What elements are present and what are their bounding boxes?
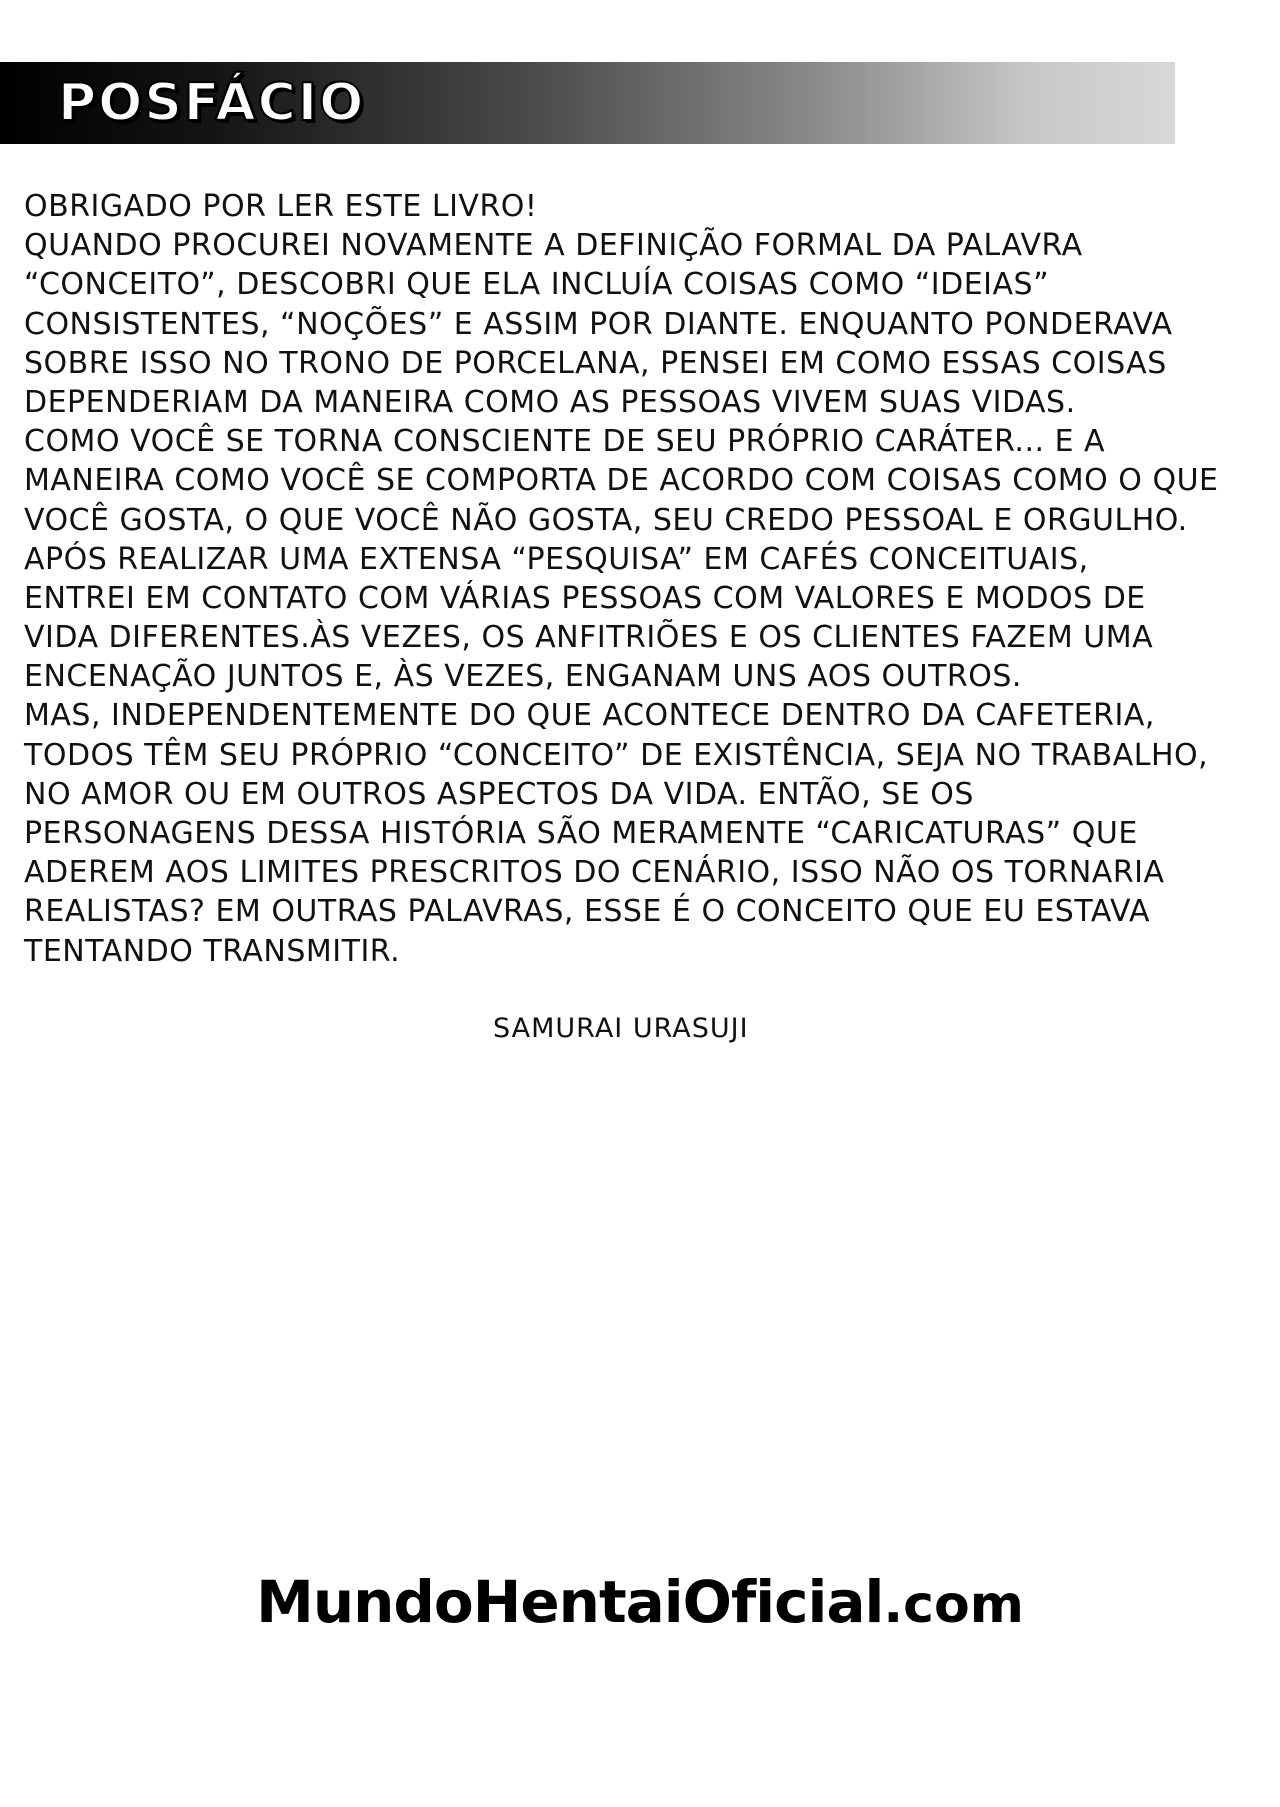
- header-banner: [0, 62, 1175, 144]
- text-line: CONSISTENTES, “NOÇÕES” E ASSIM POR DIANTE. ENQUANTO PONDERAVA: [24, 306, 1173, 342]
- text-line: DEPENDERIAM DA MANEIRA COMO AS PESSOAS VIVEM SUAS VIDAS.: [24, 384, 1076, 420]
- author-signature: SAMURAI URASUJI: [493, 1013, 749, 1044]
- text-line: ADEREM AOS LIMITES PRESCRITOS DO CENÁRIO, ISSO NÃO OS TORNARIA: [24, 855, 1165, 891]
- text-line: REALISTAS? EM OUTRAS PALAVRAS, ESSE É O CONCEITO QUE EU ESTAVA: [24, 894, 1151, 930]
- text-line: NO AMOR OU EM OUTROS ASPECTOS DA VIDA. ENTÃO, SE OS: [24, 776, 974, 812]
- text-line: SOBRE ISSO NO TRONO DE PORCELANA, PENSEI EM COMO ESSAS COISAS: [24, 345, 1167, 381]
- text-line: APÓS REALIZAR UMA EXTENSA “PESQUISA” EM CAFÉS CONCEITUAIS,: [24, 541, 1089, 577]
- text-line: VIDA DIFERENTES.ÀS VEZES, OS ANFITRIÕES E OS CLIENTES FAZEM UMA: [24, 620, 1154, 656]
- text-line: VOCÊ GOSTA, O QUE VOCÊ NÃO GOSTA, SEU CREDO PESSOAL E ORGULHO.: [24, 502, 1188, 538]
- text-line: PERSONAGENS DESSA HISTÓRIA SÃO MERAMENTE “CARICATURAS” QUE: [24, 816, 1138, 851]
- afterword-text: [24, 187, 1274, 971]
- site-watermark: [0, 1568, 1280, 1636]
- text-line: ENCENAÇÃO JUNTOS E, ÀS VEZES, ENGANAM UNS AOS OUTROS.: [24, 659, 1022, 695]
- text-line: ENTREI EM CONTATO COM VÁRIAS PESSOAS COM VALORES E MODOS DE: [24, 580, 1146, 616]
- text-line: MAS, INDEPENDENTEMENTE DO QUE ACONTECE DENTRO DA CAFETERIA,: [24, 698, 1155, 734]
- text-line: TODOS TÊM SEU PRÓPRIO “CONCEITO” DE EXISTÊNCIA, SEJA NO TRABALHO,: [24, 737, 1209, 773]
- text-line: QUANDO PROCUREI NOVAMENTE A DEFINIÇÃO FORMAL DA PALAVRA: [24, 228, 1083, 264]
- watermark-main: MundoHentaiOficial: [256, 1568, 884, 1636]
- text-line: MANEIRA COMO VOCÊ SE COMPORTA DE ACORDO COM COISAS COMO O QUE: [24, 463, 1219, 499]
- text-line: COMO VOCÊ SE TORNA CONSCIENTE DE SEU PRÓPRIO CARÁTER... E A: [24, 424, 1106, 460]
- page-title: POSFÁCIO: [58, 73, 366, 133]
- text-line: “CONCEITO”, DESCOBRI QUE ELA INCLUÍA COISAS COMO “IDEIAS”: [24, 267, 1050, 303]
- text-line: TENTANDO TRANSMITIR.: [24, 933, 401, 969]
- text-line: OBRIGADO POR LER ESTE LIVRO!: [24, 189, 538, 224]
- watermark-suffix: .com: [883, 1575, 1024, 1635]
